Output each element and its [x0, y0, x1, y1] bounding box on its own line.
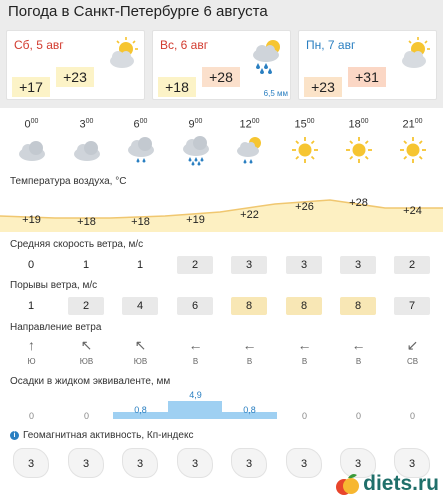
wind-gust-value: 6 [177, 297, 213, 315]
wind-speed-value: 2 [177, 256, 213, 274]
wind-speed-value: 3 [286, 256, 322, 274]
precip-value: 0 [355, 411, 361, 421]
air-temp-value: +22 [240, 209, 259, 221]
fruit-logo-icon [333, 470, 361, 498]
wind-gust-value: 7 [394, 297, 430, 315]
day-card-1[interactable] [152, 30, 291, 100]
hour-label: $21^{00}$ [402, 118, 423, 131]
day-card-0[interactable] [6, 30, 145, 100]
cloudy-icon [4, 134, 59, 168]
wind-speed-value: 3 [340, 256, 376, 274]
wind-speed-title: Средняя скорость ветра, м/с [10, 239, 144, 250]
wind-direction-label: В [192, 357, 199, 366]
rain-cloud-icon [113, 134, 168, 168]
precip-value: 0 [83, 411, 89, 421]
partly-cloudy-icon [102, 35, 140, 75]
geomagnetic-title [10, 430, 193, 441]
rain-cloud-icon [168, 134, 223, 168]
precip-value: 0 [28, 411, 34, 421]
kp-index-value: 3 [340, 448, 376, 478]
sun-cloud-rain-icon [222, 134, 277, 168]
info-icon[interactable]: i [10, 431, 19, 440]
precipitation-title: Осадки в жидком эквиваленте, мм [10, 376, 171, 387]
day-label: Пн, 7 авг [306, 38, 356, 52]
air-temp-value: +28 [349, 197, 368, 209]
day-min-temp: +17 [12, 77, 50, 97]
day-max-temp: +23 [56, 67, 94, 87]
wind-arrow-icon: ← [188, 337, 203, 353]
day-max-temp: +31 [348, 67, 386, 87]
precip-value: 0 [301, 411, 307, 421]
geomagnetic-title-text: Геомагнитная активность, Кп-индекс [23, 430, 194, 441]
kp-index-value: 3 [68, 448, 104, 478]
air-temp-value: +19 [22, 214, 41, 226]
wind-direction-label: Ю [27, 357, 36, 366]
air-temp-title: Температура воздуха, °С [10, 176, 127, 187]
kp-index-value: 3 [122, 448, 158, 478]
hour-label: $0^{00}$ [24, 118, 39, 131]
day-label: Сб, 5 авг [14, 38, 64, 52]
partly-cloudy-icon [394, 35, 432, 75]
wind-speed-value: 2 [394, 256, 430, 274]
air-temp-value: +26 [295, 201, 314, 213]
cloudy-icon [59, 134, 114, 168]
wind-gust-value: 1 [27, 300, 35, 312]
wind-gust-value: 8 [340, 297, 376, 315]
wind-arrow-icon: ↙ [406, 337, 419, 353]
wind-gust-value: 2 [68, 297, 104, 315]
wind-speed-value: 1 [82, 259, 90, 271]
precip-value: 0 [409, 411, 415, 421]
wind-gusts-title: Порывы ветра, м/с [10, 280, 98, 291]
precip-amount: 6,5 мм [263, 89, 288, 98]
precip-value: 0,8 [134, 405, 147, 415]
wind-direction-label: СВ [406, 357, 419, 366]
kp-index-value: 3 [231, 448, 267, 478]
wind-direction-label: ЮВ [79, 357, 94, 366]
air-temp-value: +19 [186, 214, 205, 226]
page-title: Погода в Санкт-Петербурге 6 августа [8, 3, 268, 20]
wind-speed-value: 0 [27, 259, 35, 271]
wind-gust-value: 8 [286, 297, 322, 315]
wind-gust-value: 4 [122, 297, 158, 315]
wind-direction-title: Направление ветра [10, 322, 102, 333]
hour-label: $3^{00}$ [79, 118, 94, 131]
watermark [333, 470, 439, 498]
hour-label: $6^{00}$ [133, 118, 148, 131]
air-temp-value: +18 [131, 216, 150, 228]
precip-value: 4,9 [189, 390, 202, 400]
hourly-forecast-panel [0, 108, 443, 500]
wind-gust-value: 8 [231, 297, 267, 315]
air-temp-value: +18 [77, 216, 96, 228]
sun-icon [385, 134, 440, 168]
wind-arrow-icon: ← [351, 337, 366, 353]
wind-direction-label: ЮВ [133, 357, 148, 366]
watermark-text: diets.ru [363, 472, 439, 495]
day-max-temp: +28 [202, 67, 240, 87]
sun-icon [277, 134, 332, 168]
wind-direction-label: В [246, 357, 253, 366]
wind-speed-value: 3 [231, 256, 267, 274]
kp-index-value: 3 [13, 448, 49, 478]
day-card-2[interactable] [298, 30, 437, 100]
kp-index-value: 3 [394, 448, 430, 478]
sun-icon [331, 134, 386, 168]
precip-value: 0,8 [243, 405, 256, 415]
air-temp-value: +24 [403, 205, 422, 217]
wind-direction-label: В [301, 357, 308, 366]
precip-bar [168, 401, 222, 419]
wind-speed-value: 1 [136, 259, 144, 271]
wind-arrow-icon: ↑ [28, 337, 35, 353]
day-min-temp: +18 [158, 77, 196, 97]
kp-index-value: 3 [177, 448, 213, 478]
day-label: Вс, 6 авг [160, 38, 209, 52]
hour-label: $12^{00}$ [239, 118, 260, 131]
kp-index-value: 3 [286, 448, 322, 478]
wind-arrow-icon: ↖ [134, 337, 147, 353]
wind-arrow-icon: ← [297, 337, 312, 353]
wind-arrow-icon: ← [242, 337, 257, 353]
wind-arrow-icon: ↖ [80, 337, 93, 353]
hour-label: $9^{00}$ [188, 118, 203, 131]
day-min-temp: +23 [304, 77, 342, 97]
hour-label: $15^{00}$ [294, 118, 315, 131]
wind-direction-label: В [355, 357, 362, 366]
hour-label: $18^{00}$ [348, 118, 369, 131]
rain-icon [248, 35, 286, 75]
